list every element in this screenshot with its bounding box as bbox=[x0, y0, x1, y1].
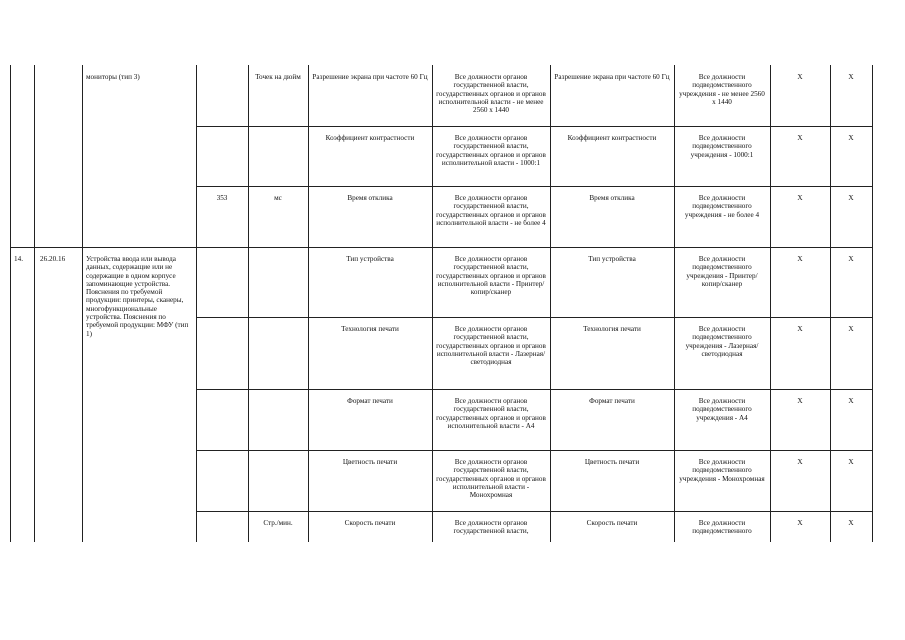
x-mark-cell: X bbox=[797, 194, 803, 202]
value-cell: Все должности подведомственного учреждения - Монохромная bbox=[679, 458, 765, 483]
characteristic-cell: Скорость печати bbox=[344, 519, 396, 527]
value-cell: Все должности подведомственного учреждения - Лазерная/светодиодная bbox=[685, 325, 759, 358]
characteristic-cell: Разрешение экрана при частоте 60 Гц bbox=[554, 73, 670, 81]
characteristic-cell: Формат печати bbox=[347, 397, 393, 405]
okpd-code-cell: 26.20.16 bbox=[40, 255, 66, 263]
value-cell: Все должности подведомственного учреждения - А4 bbox=[692, 397, 752, 422]
grid-line bbox=[196, 317, 873, 318]
value-cell: Все должности подведомственного учреждения - не менее 2560 x 1440 bbox=[679, 73, 765, 106]
grid-line bbox=[872, 65, 873, 542]
grid-line bbox=[196, 126, 873, 127]
grid-line bbox=[196, 511, 873, 512]
x-mark-cell: X bbox=[797, 134, 803, 142]
characteristic-cell: Технология печати bbox=[341, 325, 399, 333]
grid-line bbox=[82, 65, 83, 542]
value-cell: Все должности подведомственного bbox=[692, 519, 752, 536]
characteristic-cell: Тип устройства bbox=[588, 255, 636, 263]
value-cell: Все должности подведомственного учреждения - Принтер/копир/сканер bbox=[686, 255, 758, 288]
x-mark-cell: X bbox=[848, 134, 854, 142]
grid-line bbox=[308, 65, 309, 542]
x-mark-cell: X bbox=[797, 519, 803, 527]
characteristic-cell: Скорость печати bbox=[586, 519, 638, 527]
characteristic-cell: Тип устройства bbox=[346, 255, 394, 263]
x-mark-cell: X bbox=[797, 458, 803, 466]
grid-line bbox=[196, 186, 873, 187]
value-cell: Все должности органов государственной власти, государственных органов и органов исполнительной власти - 1000:1 bbox=[436, 134, 546, 167]
x-mark-cell: X bbox=[848, 325, 854, 333]
grid-line bbox=[10, 65, 11, 542]
grid-line bbox=[196, 65, 197, 542]
grid-line bbox=[770, 65, 771, 542]
characteristic-cell: Цветность печати bbox=[342, 458, 398, 466]
okei-code-cell: 353 bbox=[216, 194, 228, 202]
characteristic-cell: Коэффициент контрастности bbox=[325, 134, 415, 142]
grid-line bbox=[432, 65, 433, 542]
x-mark-cell: X bbox=[848, 255, 854, 263]
grid-line bbox=[248, 65, 249, 542]
characteristic-cell: Формат печати bbox=[589, 397, 635, 405]
grid-line bbox=[674, 65, 675, 542]
grid-line bbox=[10, 247, 873, 248]
characteristic-cell: Время отклика bbox=[347, 194, 393, 202]
x-mark-cell: X bbox=[797, 255, 803, 263]
characteristic-cell: Разрешение экрана при частоте 60 Гц bbox=[312, 73, 428, 81]
characteristic-cell: Технология печати bbox=[583, 325, 641, 333]
x-mark-cell: X bbox=[848, 73, 854, 81]
value-cell: Все должности органов государственной власти, государственных органов и органов исполнительной власти - Монохромная bbox=[436, 458, 546, 500]
x-mark-cell: X bbox=[848, 194, 854, 202]
value-cell: Все должности подведомственного учреждения - 1000:1 bbox=[690, 134, 754, 159]
value-cell: Все должности подведомственного учреждения - не более 4 bbox=[684, 194, 760, 219]
unit-cell: Точек на дюйм bbox=[255, 73, 301, 81]
value-cell: Все должности органов государственной власти, bbox=[453, 519, 529, 536]
value-cell: Все должности органов государственной власти, государственных органов и органов исполнительной власти - не менее 2560 x 1440 bbox=[436, 73, 546, 115]
grid-line bbox=[830, 65, 831, 542]
product-name-cell: мониторы (тип 3) bbox=[86, 73, 140, 81]
value-cell: Все должности органов государственной власти, государственных органов и органов исполнительной власти - не более 4 bbox=[436, 194, 546, 227]
grid-line bbox=[550, 65, 551, 542]
value-cell: Все должности органов государственной власти, государственных органов и органов исполнительной власти - Принтер/копир/сканер bbox=[436, 255, 546, 297]
grid-line bbox=[196, 389, 873, 390]
grid-line bbox=[34, 65, 35, 542]
x-mark-cell: X bbox=[797, 73, 803, 81]
x-mark-cell: X bbox=[797, 397, 803, 405]
value-cell: Все должности органов государственной власти, государственных органов и органов исполнительной власти - Лазерная/ светодиодная bbox=[436, 325, 546, 367]
x-mark-cell: X bbox=[848, 458, 854, 466]
characteristic-cell: Коэффициент контрастности bbox=[567, 134, 657, 142]
characteristic-cell: Время отклика bbox=[589, 194, 635, 202]
x-mark-cell: X bbox=[848, 397, 854, 405]
value-cell: Все должности органов государственной власти, государственных органов и органов исполнительной власти - А4 bbox=[436, 397, 546, 430]
characteristic-cell: Цветность печати bbox=[584, 458, 640, 466]
x-mark-cell: X bbox=[848, 519, 854, 527]
row-number-cell: 14. bbox=[14, 255, 23, 263]
grid-line bbox=[196, 450, 873, 451]
x-mark-cell: X bbox=[797, 325, 803, 333]
unit-cell: мс bbox=[274, 194, 282, 202]
unit-cell: Стр./мин. bbox=[263, 519, 293, 527]
product-name-cell: Устройства ввода или вывода данных, содержащие или не содержащие в одном корпусе запоминающие устройства. Пояснения по требуемой продукции: принтеры, сканеры, многофункциональные устройства. Пояснения по требуемой продукции: МФУ (тип 1) bbox=[86, 255, 189, 338]
